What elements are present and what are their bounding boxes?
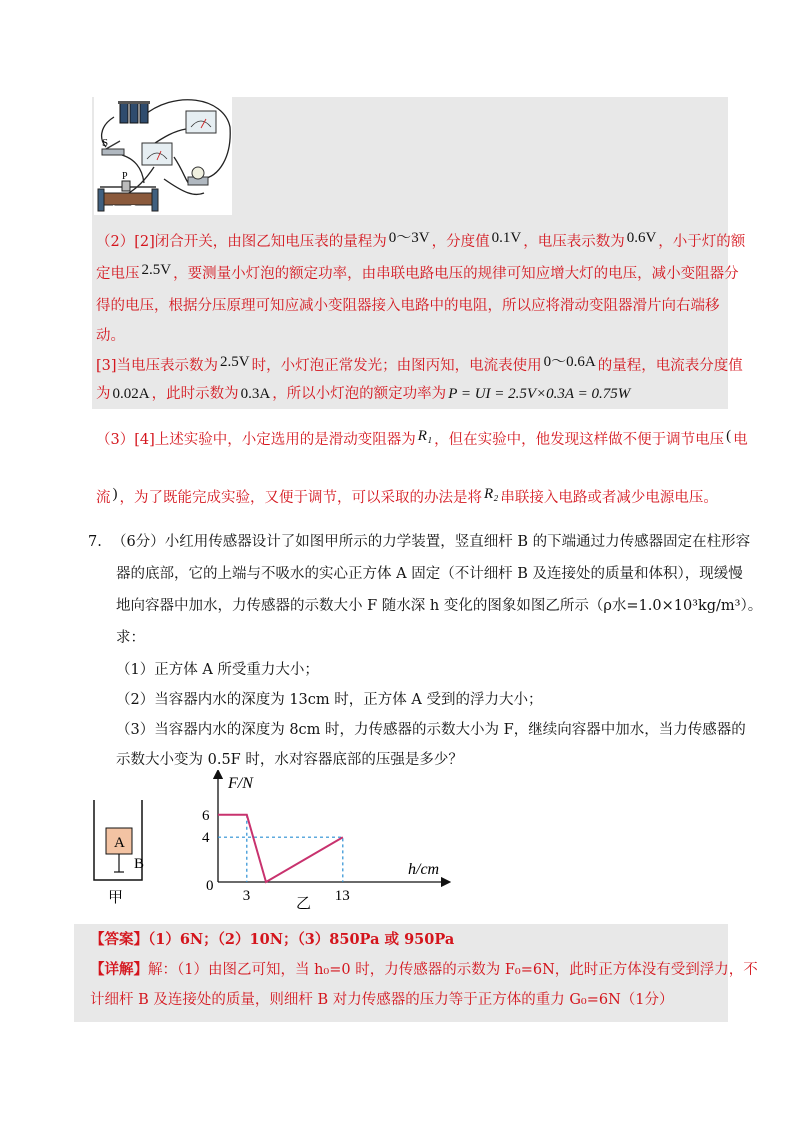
q7-sub2: （2）当容器内水的深度为 13cm 时，正方体 A 受到的浮力大小；: [116, 692, 543, 708]
switch-label: S: [102, 137, 109, 149]
chart-caption: 乙: [296, 896, 312, 912]
y-tick-label: 6: [202, 807, 210, 824]
end-b-label: B: [130, 204, 137, 215]
end-a-label: A: [110, 204, 117, 215]
force-depth-chart: [196, 770, 456, 920]
q7-line2: 器的底部，它的上端与不吸水的实心正方体 A 固定（不计细杆 B 及连接处的质量和体积），现缓慢: [116, 566, 743, 582]
y-axis-label: F/N: [228, 775, 253, 792]
x-tick-label: 13: [334, 888, 350, 904]
x-axis-label: h/cm: [408, 861, 440, 878]
q7-line1: （6分）小红用传感器设计了如图甲所示的力学装置，竖直细杆 B 的下端通过力传感器固定在柱形容: [112, 534, 751, 550]
q7-number: 7.: [88, 534, 102, 550]
part3-line1: （3）[4]上述实验中，小定选用的是滑动变阻器为 R₁ ，但在实验中，他发现这样做不便于调节电压 ( 电: [96, 428, 748, 448]
q7-sub1: （1）正方体 A 所受重力大小；: [116, 662, 319, 678]
cube-a-label: A: [114, 835, 125, 851]
voltmeter-icon: [186, 111, 216, 133]
origin-label: 0: [206, 878, 214, 894]
part2-line6: 为 0.02A ，此时示数为 0.3A ，所以小灯泡的额定功率为 P = UI = 2.5V×0.3A = 0.75W: [96, 386, 631, 402]
part2-line4: 动。: [96, 328, 125, 344]
detail-line2: 计细杆 B 及连接处的质量，则细杆 B 对力传感器的压力等于正方体的重力 G₀=6N（1分）: [90, 992, 674, 1008]
battery-icon: [118, 101, 150, 123]
q7-line3: 地向容器中加水，力传感器的示数大小 F 随水深 h 变化的图象如图乙所示（ρ水=1.0×10³kg/m³）。: [116, 598, 763, 614]
rod-b-label: B: [134, 856, 145, 872]
q7-sub3a: （3）当容器内水的深度为 8cm 时，力传感器的示数大小为 F，继续向容器中加水，当力传感器的: [116, 722, 746, 738]
q7-sub3b: 示数大小变为 0.5F 时，水对容器底部的压强是多少？: [116, 752, 463, 768]
y-tick-label: 4: [202, 830, 210, 847]
lamp-icon: [188, 167, 208, 185]
slider-label: P: [122, 171, 128, 182]
x-tick-label: 3: [242, 888, 251, 904]
part2-line3: 得的电压，根据分压原理可知应减小变阻器接入电路中的电阻，所以应将滑动变阻器滑片向右端移: [96, 298, 720, 314]
detail-label: 【详解】: [90, 961, 148, 978]
circuit-figure: [94, 97, 232, 215]
part2-line1: （2）[2]闭合开关，由图乙知电压表的量程为 0～3V ，分度值 0.1V ，电压表示数为 0.6V ，小于灯的额: [96, 230, 746, 250]
rheostat-icon: [98, 181, 158, 211]
ammeter-icon: [142, 143, 172, 165]
part3-line2: 流 ) ，为了既能完成实验，又便于调节，可以采取的办法是将 R₂ 串联接入电路或者减少电源电压。: [96, 486, 718, 506]
answer-line: [90, 930, 454, 950]
answer-label: 【答案】: [90, 931, 148, 948]
fig-jia-caption: 甲: [108, 890, 124, 906]
series-line: [218, 815, 343, 882]
detail-line1: 【详解】解：（1）由图乙可知，当 h₀=0 时，力传感器的示数为 F₀=6N，此时正方体没有受到浮力，不: [90, 961, 758, 978]
part2-line5: [3]当电压表示数为 2.5V 时，小灯泡正常发光；由图丙知，电流表使用 0～0.6A 的量程，电流表分度值: [96, 354, 743, 374]
guide-y-4: [218, 837, 343, 882]
q7-line4: 求：: [116, 630, 145, 646]
part2-line2: 定电压 2.5V ，要测量小灯泡的额定功率，由串联电路电压的规律可知应增大灯的电压，减小变阻器分: [96, 262, 739, 282]
figure-jia: [86, 800, 156, 910]
answer-text: （1）6N；（2）10N；（3）850Pa 或 950Pa: [148, 931, 455, 948]
